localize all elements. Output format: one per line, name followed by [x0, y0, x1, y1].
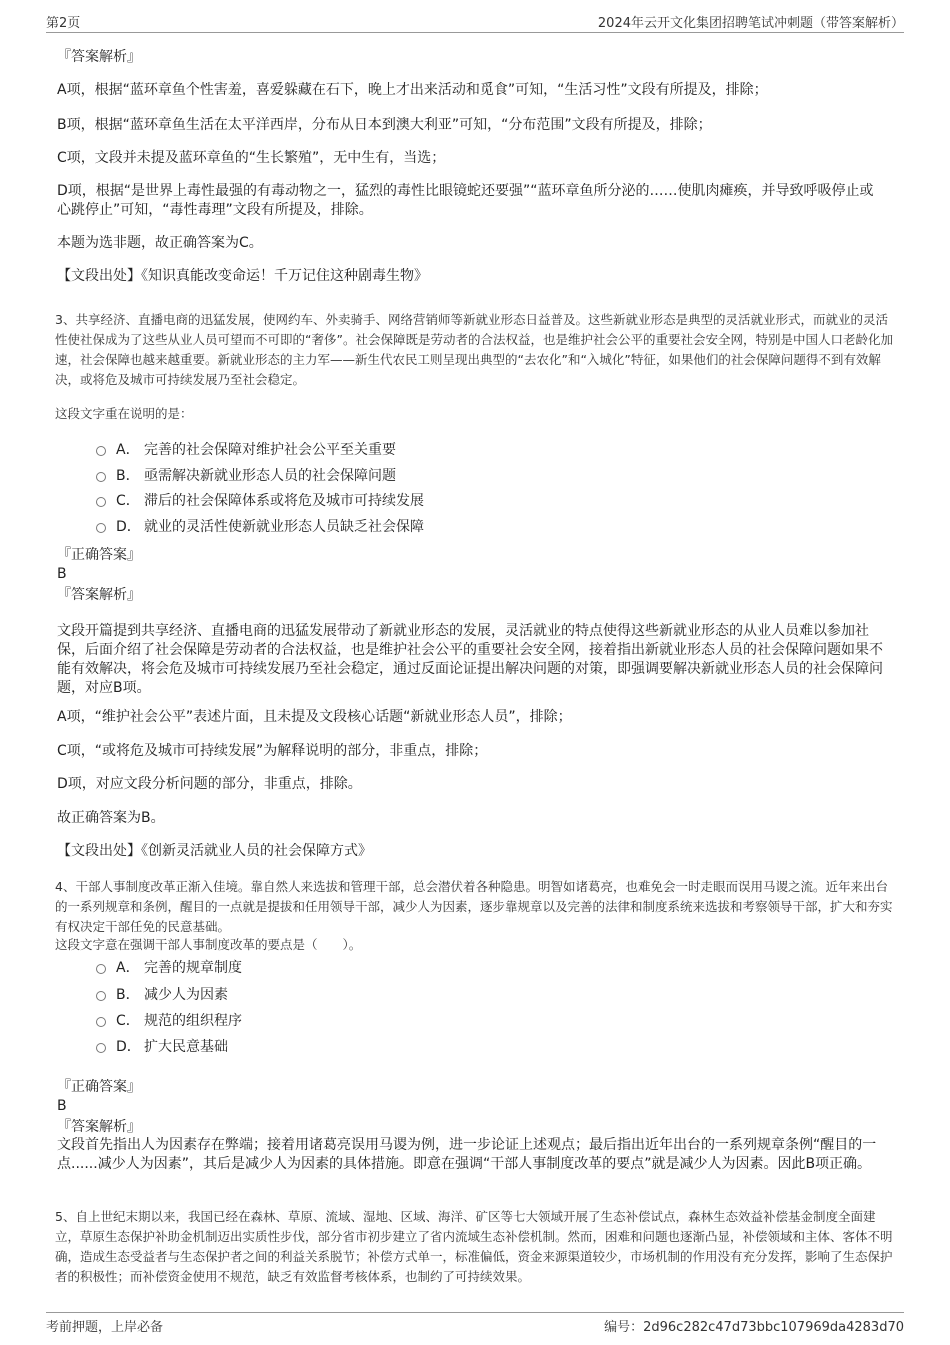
radio-icon[interactable]: [96, 523, 106, 533]
q4-answer: B: [57, 1098, 67, 1114]
q2-source: 【文段出处】《知识真能改变命运！千万记住这种剧毒生物》: [57, 268, 428, 284]
q4-analysis-label: 『答案解析』: [57, 1119, 141, 1135]
q3-conclusion: 故正确答案为B。: [57, 810, 165, 826]
q3-analysis-label: 『答案解析』: [57, 587, 141, 603]
q3-option-c[interactable]: C． 滞后的社会保障体系或将危及城市可持续发展: [96, 491, 424, 511]
radio-icon[interactable]: [96, 497, 106, 507]
q4-option-a[interactable]: A． 完善的规章制度: [96, 958, 242, 978]
q3-option-a[interactable]: A． 完善的社会保障对维护社会公平至关重要: [96, 440, 396, 460]
q3-source: 【文段出处】《创新灵活就业人员的社会保障方式》: [57, 843, 372, 859]
q3-option-d[interactable]: D． 就业的灵活性使新就业形态人员缺乏社会保障: [96, 517, 424, 537]
radio-icon[interactable]: [96, 446, 106, 456]
q4-stem: 4、干部人事制度改革正渐入佳境。靠自然人来选拔和管理干部，总会潜伏着各种隐患。明智如诸葛亮，也难免会一时走眼而误用马谡之流。近年来出台的一系列规章和条例，醒目的一点就是提拔和任用领导干部，减少人为因素，逐步靠规章以及完善的法律和制度系统来选拔和考察领导干部，扩大和夯实有权决定干部任免的民意基础。: [55, 879, 893, 934]
q4-answer-label: 『正确答案』: [57, 1079, 141, 1095]
radio-icon[interactable]: [96, 472, 106, 482]
radio-icon[interactable]: [96, 1043, 106, 1053]
radio-icon[interactable]: [96, 1017, 106, 1027]
q3-analysis-line-c: C项，“或将危及城市可持续发展”为解释说明的部分，非重点，排除；: [57, 743, 488, 759]
footer-slogan: 考前押题，上岸必备: [46, 1320, 164, 1335]
q4-analysis: 文段首先指出人为因素存在弊端；接着用诸葛亮误用马谡为例，进一步论证上述观点；最后指出近年出台的一系列规章条例“醒目的一点......减少人为因素”，其后是减少人为因素的具体措施。即意在强调“干部人事制度改革的要点”就是减少人为因素。因此B项正确。: [57, 1137, 877, 1172]
q3-analysis: 文段开篇提到共享经济、直播电商的迅猛发展带动了新就业形态的发展，灵活就业的特点使得这些新就业形态的从业人员难以参加社保，后面介绍了社会保障是劳动者的合法权益，也是维护社会公平的重要社会安全网，接着指出新就业形态人员的社会保障问题如果不能有效解决，将会危及城市可持续发展乃至社会稳定，通过反面论证提出解决问题的对策，即强调要解决新就业形态人员的社会保障问题，对应B项。: [57, 623, 883, 696]
radio-icon[interactable]: [96, 991, 106, 1001]
q2-analysis-label: 『答案解析』: [57, 49, 141, 65]
q2-analysis-line-c: C项，文段并未提及蓝环章鱼的“生长繁殖”，无中生有，当选；: [57, 150, 446, 166]
q4-option-d[interactable]: D． 扩大民意基础: [96, 1037, 228, 1057]
page-footer: [46, 1312, 904, 1335]
q4-option-c[interactable]: C． 规范的组织程序: [96, 1011, 242, 1031]
document-title: 2024年云开文化集团招聘笔试冲刺题（带答案解析）: [597, 16, 904, 31]
page-header: [46, 10, 904, 33]
q2-analysis-line-a: A项，根据“蓝环章鱼个性害羞，喜爱躲藏在石下，晚上才出来活动和觅食”可知，“生活习性”文段有所提及，排除；: [57, 82, 768, 98]
q4-option-b[interactable]: B． 减少人为因素: [96, 985, 228, 1005]
q3-analysis-line-d: D项，对应文段分析问题的部分，非重点，排除。: [57, 776, 362, 792]
q2-analysis-line-b: B项，根据“蓝环章鱼生活在太平洋西岸，分布从日本到澳大利亚”可知，“分布范围”文段有所提及，排除；: [57, 117, 712, 133]
q2-conclusion: 本题为选非题，故正确答案为C。: [57, 235, 263, 251]
page-number: 第2页: [46, 16, 81, 31]
q3-stem: 3、共享经济、直播电商的迅猛发展，使网约车、外卖骑手、网络营销师等新就业形态日益普及。这些新就业形态是典型的灵活就业形式，而就业的灵活性使社保成为了这些从业人员可望而不可即的“奢侈”。社会保障既是劳动者的合法权益，也是维护社会公平的重要社会安全网，特别是中国人口老龄化加速，社会保障也越来越重要。新就业形态的主力军——新生代农民工则呈现出典型的“去农化”和“入城化”特征，如果他们的社会保障问题得不到有效解决，或将危及城市可持续发展乃至社会稳定。: [55, 312, 893, 387]
q5-stem: 5、自上世纪末期以来，我国已经在森林、草原、流域、湿地、区域、海洋、矿区等七大领域开展了生态补偿试点，森林生态效益补偿基金制度全面建立，草原生态保护补助金机制迈出实质性步伐，部分省市初步建立了省内流域生态补偿机制。然而，困难和问题也逐渐凸显，补偿领域和主体、客体不明确，造成生态受益者与生态保护者之间的利益关系脱节；补偿方式单一，标准偏低，资金来源渠道较少，市场机制的作用没有充分发挥，影响了生态保护者的积极性；而补偿资金使用不规范，缺乏有效监督考核体系，也制约了可持续效果。: [55, 1209, 893, 1284]
document-id: 编号：2d96c282c47d73bbc107969da4283d70: [604, 1320, 904, 1335]
q3-prompt: 这段文字重在说明的是：: [55, 406, 193, 421]
q2-analysis-line-d: D项，根据“是世界上毒性最强的有毒动物之一，猛烈的毒性比眼镜蛇还要强”“蓝环章鱼所分泌的……使肌肉瘫痪，并导致呼吸停止或心跳停止”可知，“毒性毒理”文段有所提及，排除。: [57, 183, 874, 218]
q3-answer: B: [57, 566, 67, 582]
radio-icon[interactable]: [96, 964, 106, 974]
q4-prompt: 这段文字意在强调干部人事制度改革的要点是（ ）。: [55, 937, 362, 952]
q3-answer-label: 『正确答案』: [57, 547, 141, 563]
q3-analysis-line-a: A项，“维护社会公平”表述片面，且未提及文段核心话题“新就业形态人员”，排除；: [57, 709, 572, 725]
q3-option-b[interactable]: B． 亟需解决新就业形态人员的社会保障问题: [96, 466, 396, 486]
